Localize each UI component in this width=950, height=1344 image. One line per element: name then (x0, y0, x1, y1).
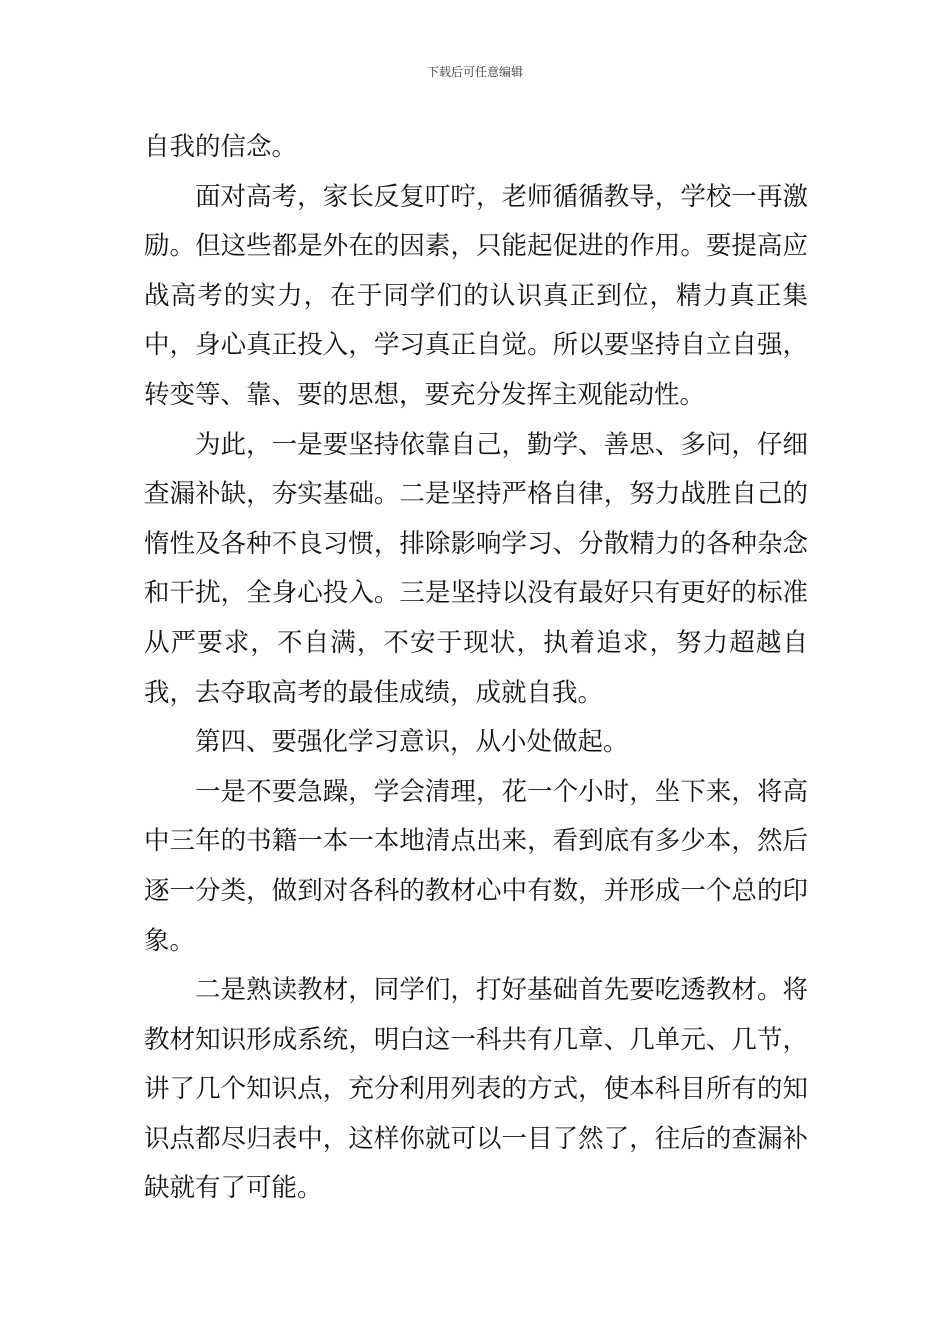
page-header-note: 下载后可任意编辑 (426, 65, 523, 79)
paragraph: 面对高考，家长反复叮咛，老师循循教导，学校一再激励。但这些都是外在的因素，只能起促进的作用。要提高应战高考的实力，在于同学们的认识真正到位，精力真正集中，身心真正投入，学习真正自觉。所以要坚持自立自强，转变等、靠、要的思想，要充分发挥主观能动性。 (144, 181, 808, 410)
paragraph: 一是不要急躁，学会清理，花一个小时，坐下来，将高中三年的书籍一本一本地清点出来，看到底有多少本，然后逐一分类，做到对各科的教材心中有数，并形成一个总的印象。 (144, 776, 808, 956)
paragraph: 二是熟读教材，同学们，打好基础首先要吃透教材。将教材知识形成系统，明白这一科共有几章、几单元、几节，讲了几个知识点，充分利用列表的方式，使本科目所有的知识点都尽归表中，这样你就可以一目了然了，往后的查漏补缺就有了可能。 (144, 975, 808, 1204)
document-body (144, 123, 808, 1214)
paragraph-continuation: 自我的信念。 (144, 132, 298, 162)
paragraph: 为此，一是要坚持依靠自己，勤学、善思、多问，仔细查漏补缺，夯实基础。二是坚持严格自律，努力战胜自己的惰性及各种不良习惯，排除影响学习、分散精力的各种杂念和干扰，全身心投入。三是坚持以没有最好只有更好的标准从严要求，不自满，不安于现状，执着追求，努力超越自我，去夺取高考的最佳成绩，成就自我。 (144, 429, 808, 708)
section-heading-paragraph: 第四、要强化学习意识，从小处做起。 (195, 727, 629, 758)
